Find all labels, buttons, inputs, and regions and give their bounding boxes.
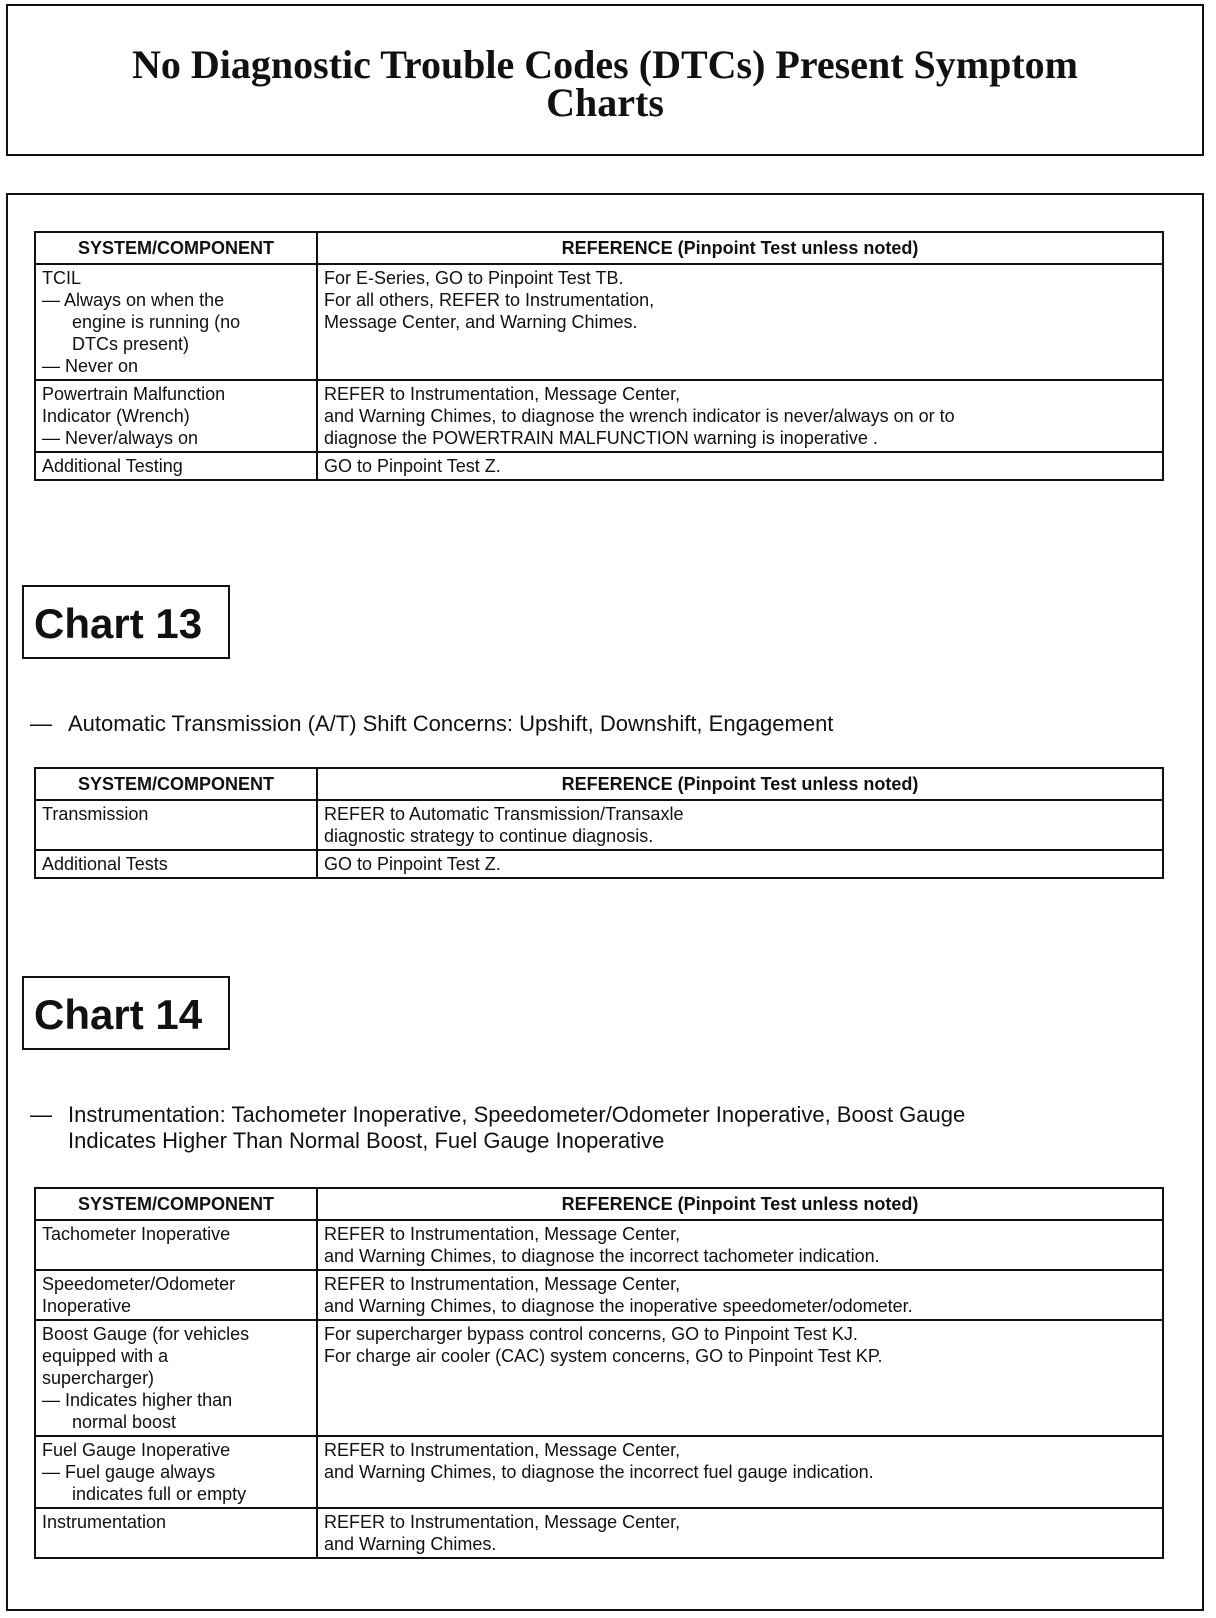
reference-line: For E-Series, GO to Pinpoint Test TB. <box>324 268 624 288</box>
reference-line: For all others, REFER to Instrumentation, <box>324 290 655 310</box>
page-title <box>8 6 1202 125</box>
component-line: TCIL <box>42 268 82 288</box>
reference-line: and Warning Chimes, to diagnose the wrench indicator is never/always on or to <box>324 406 955 426</box>
reference-line: and Warning Chimes, to diagnose the incorrect fuel gauge indication. <box>324 1462 874 1482</box>
reference-line: GO to Pinpoint Test Z. <box>324 456 501 476</box>
component-line: Speedometer/Odometer <box>42 1274 236 1294</box>
component-cell <box>35 1270 317 1320</box>
component-cell <box>35 850 317 878</box>
component-line: equipped with a <box>42 1346 169 1366</box>
component-cell <box>35 264 317 380</box>
component-cell <box>35 1508 317 1558</box>
reference-cell <box>317 1270 1163 1320</box>
chart-14-label: Chart 14 <box>22 976 230 1050</box>
reference-line: REFER to Automatic Transmission/Transaxle <box>324 804 684 824</box>
dash-bullet: — <box>30 711 52 736</box>
table-row <box>35 850 1163 878</box>
component-line: — Indicates higher than <box>42 1390 233 1410</box>
component-line: normal boost <box>72 1412 177 1432</box>
reference-line: For supercharger bypass control concerns, GO to Pinpoint Test KJ. <box>324 1324 858 1344</box>
header-reference: REFERENCE (Pinpoint Test unless noted) <box>317 232 1163 264</box>
reference-line: and Warning Chimes, to diagnose the incorrect tachometer indication. <box>324 1246 880 1266</box>
component-line: Additional Tests <box>42 854 168 874</box>
table-header-row <box>35 1188 1163 1220</box>
component-line: — Fuel gauge always <box>42 1462 216 1482</box>
page-title-line1: No Diagnostic Trouble Codes (DTCs) Present Symptom <box>132 42 1078 87</box>
table-header-row <box>35 768 1163 800</box>
header-system-component: SYSTEM/COMPONENT <box>35 768 317 800</box>
reference-line: diagnose the POWERTRAIN MALFUNCTION warning is inoperative . <box>324 428 878 448</box>
table-row <box>35 800 1163 850</box>
table-row <box>35 452 1163 480</box>
component-line: DTCs present) <box>72 334 190 354</box>
reference-line: REFER to Instrumentation, Message Center, <box>324 384 681 404</box>
component-cell <box>35 1320 317 1436</box>
page-title-line2: Charts <box>546 80 664 125</box>
component-cell <box>35 380 317 452</box>
reference-line: For charge air cooler (CAC) system concerns, GO to Pinpoint Test KP. <box>324 1346 883 1366</box>
component-line: Transmission <box>42 804 149 824</box>
header-system-component: SYSTEM/COMPONENT <box>35 232 317 264</box>
reference-cell <box>317 264 1163 380</box>
table-row <box>35 380 1163 452</box>
reference-cell <box>317 452 1163 480</box>
component-line: Boost Gauge (for vehicles <box>42 1324 250 1344</box>
header-reference: REFERENCE (Pinpoint Test unless noted) <box>317 1188 1163 1220</box>
dash-bullet: — <box>30 1102 52 1127</box>
component-line: Tachometer Inoperative <box>42 1224 231 1244</box>
component-cell <box>35 800 317 850</box>
table-row <box>35 1436 1163 1508</box>
reference-line: REFER to Instrumentation, Message Center, <box>324 1512 681 1532</box>
table-row <box>35 1508 1163 1558</box>
reference-line: REFER to Instrumentation, Message Center, <box>324 1224 681 1244</box>
reference-cell <box>317 1320 1163 1436</box>
component-line: Additional Testing <box>42 456 183 476</box>
component-cell <box>35 452 317 480</box>
reference-cell <box>317 1436 1163 1508</box>
chart-13-description-text: Automatic Transmission (A/T) Shift Concerns: Upshift, Downshift, Engagement <box>68 711 834 736</box>
component-line: Indicator (Wrench) <box>42 406 190 426</box>
component-line: — Always on when the <box>42 290 225 310</box>
reference-cell <box>317 1220 1163 1270</box>
table-row <box>35 264 1163 380</box>
table-row <box>35 1270 1163 1320</box>
component-line: — Never on <box>42 356 139 376</box>
component-line: engine is running (no <box>72 312 241 332</box>
reference-cell <box>317 800 1163 850</box>
component-line: Fuel Gauge Inoperative <box>42 1440 231 1460</box>
reference-line: and Warning Chimes. <box>324 1534 497 1554</box>
table-header-row <box>35 232 1163 264</box>
reference-cell <box>317 380 1163 452</box>
reference-line: REFER to Instrumentation, Message Center, <box>324 1440 681 1460</box>
chart-13-description <box>30 711 833 737</box>
header-reference: REFERENCE (Pinpoint Test unless noted) <box>317 768 1163 800</box>
reference-line: diagnostic strategy to continue diagnosis. <box>324 826 654 846</box>
component-cell <box>35 1220 317 1270</box>
component-line: Powertrain Malfunction <box>42 384 226 404</box>
chart-13-label: Chart 13 <box>22 585 230 659</box>
component-line: Instrumentation <box>42 1512 167 1532</box>
chart-14-description-text: Instrumentation: Tachometer Inoperative, Speedometer/Odometer Inoperative, Boost Gauge <box>68 1102 966 1127</box>
component-line: — Never/always on <box>42 428 199 448</box>
reference-cell <box>317 1508 1163 1558</box>
symptom-table-chart-14 <box>34 1187 1164 1559</box>
reference-line: Message Center, and Warning Chimes. <box>324 312 638 332</box>
component-cell <box>35 1436 317 1508</box>
reference-line: GO to Pinpoint Test Z. <box>324 854 501 874</box>
component-line: indicates full or empty <box>72 1484 247 1504</box>
table-row <box>35 1320 1163 1436</box>
header-system-component: SYSTEM/COMPONENT <box>35 1188 317 1220</box>
title-box <box>6 4 1204 156</box>
reference-line: REFER to Instrumentation, Message Center, <box>324 1274 681 1294</box>
component-line: Inoperative <box>42 1296 132 1316</box>
reference-line: and Warning Chimes, to diagnose the inoperative speedometer/odometer. <box>324 1296 913 1316</box>
symptom-table-1 <box>34 231 1164 481</box>
component-line: supercharger) <box>42 1368 155 1388</box>
reference-cell <box>317 850 1163 878</box>
symptom-table-chart-13 <box>34 767 1164 879</box>
chart-14-description-text: Indicates Higher Than Normal Boost, Fuel Gauge Inoperative <box>68 1128 665 1153</box>
table-row <box>35 1220 1163 1270</box>
chart-14-description <box>30 1102 965 1154</box>
